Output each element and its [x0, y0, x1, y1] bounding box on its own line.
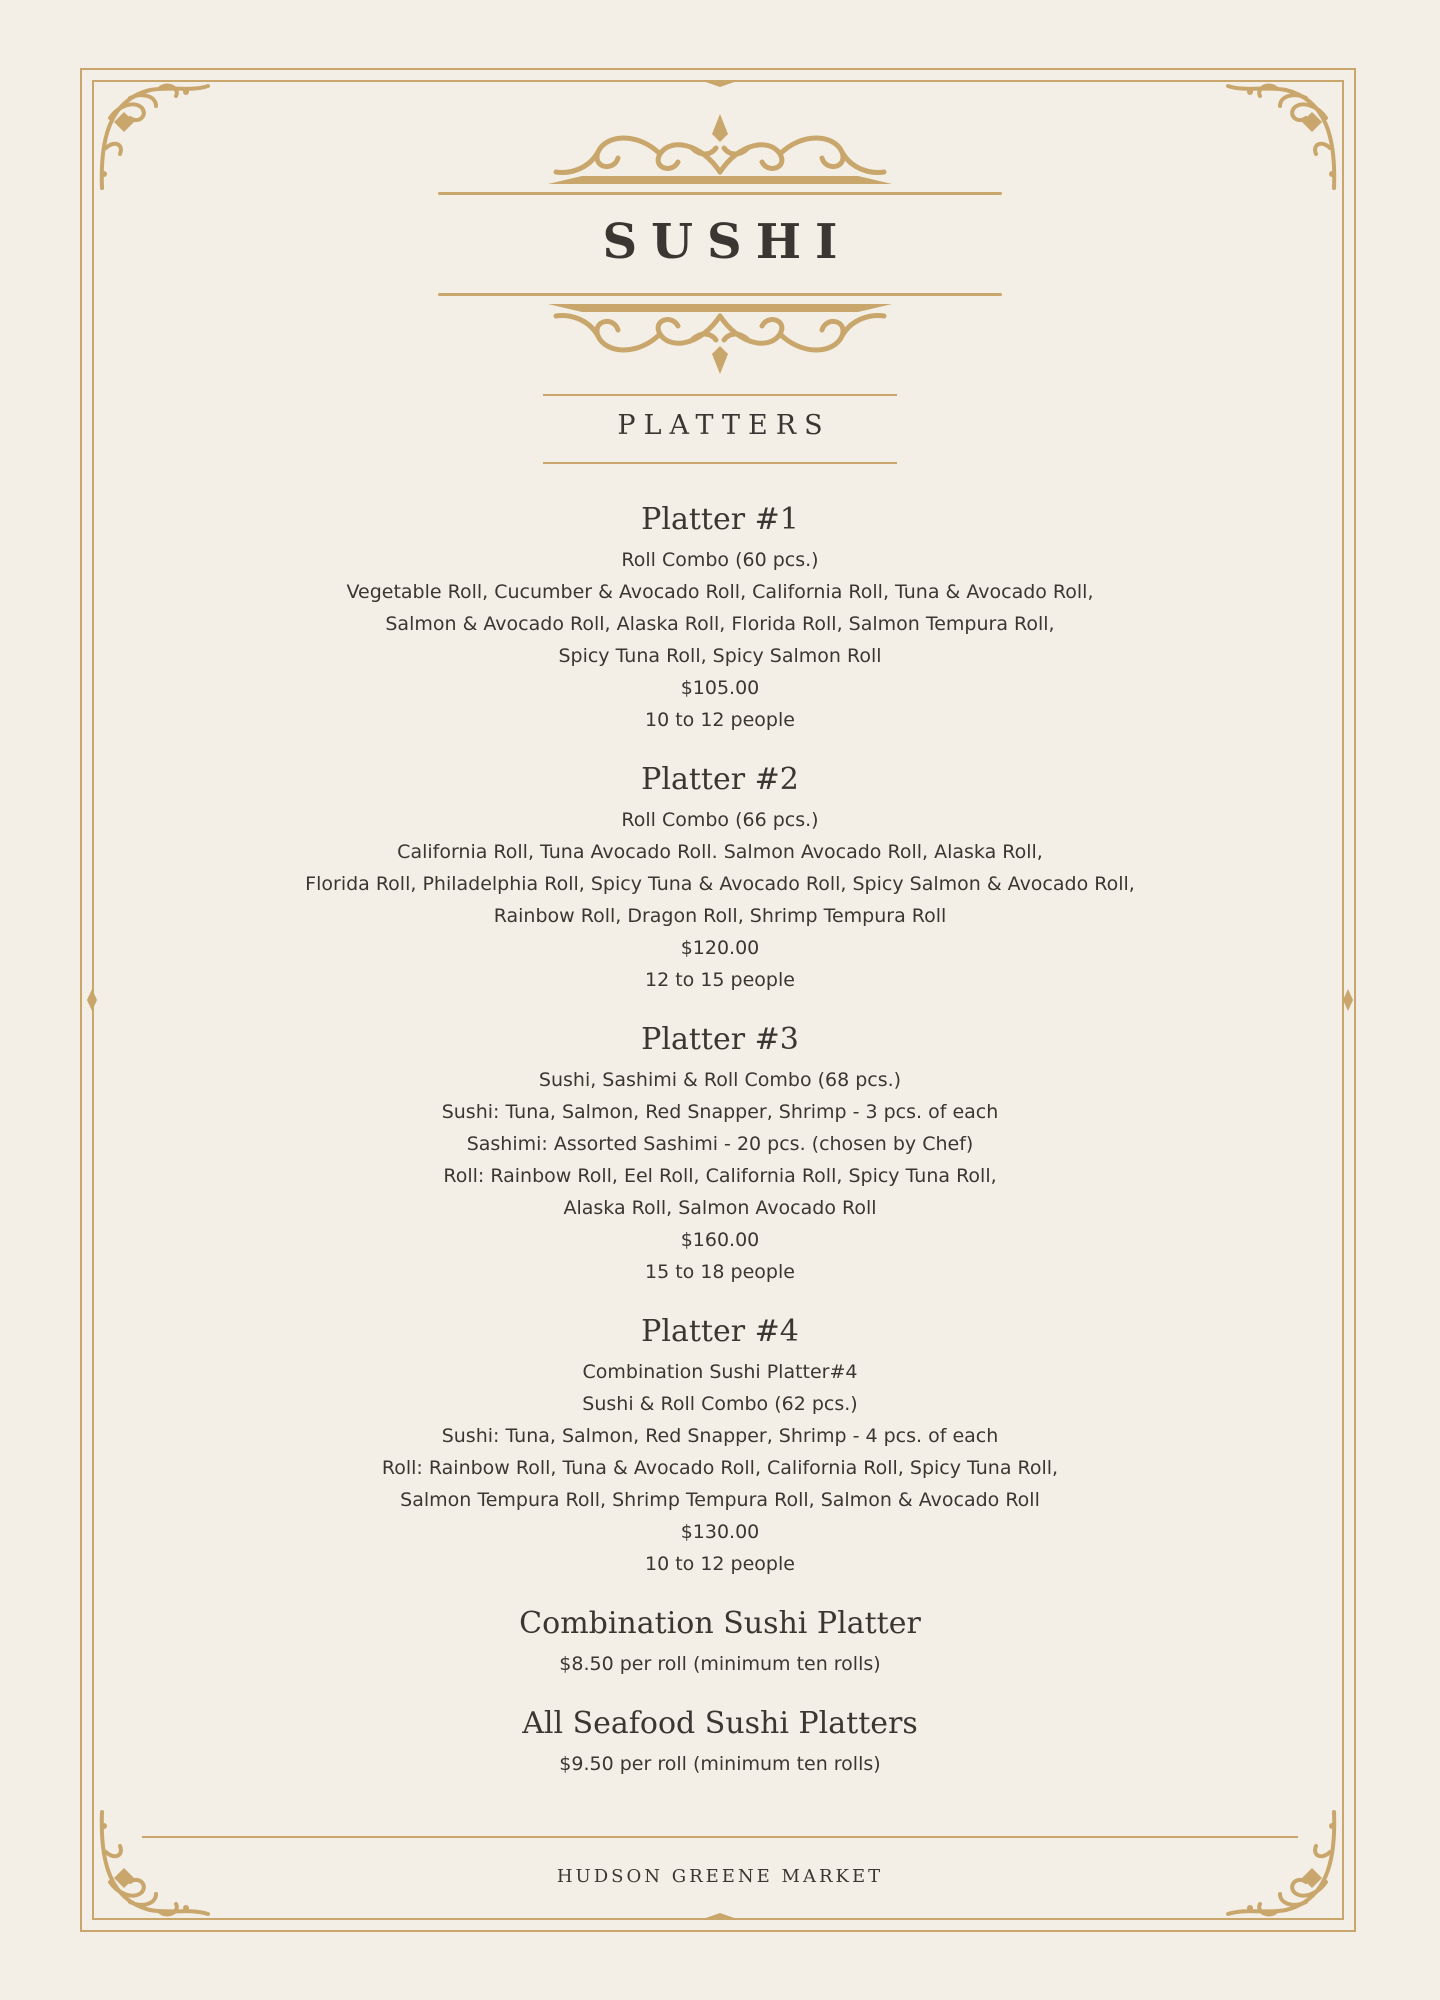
- platter-item: [0, 496, 1440, 736]
- header-ornament-top: [438, 112, 1002, 198]
- platter-name: Platter #1: [641, 502, 799, 537]
- platter-serves: 12 to 15 people: [645, 969, 795, 991]
- platter-description: Spicy Tuna Roll, Spicy Salmon Roll: [558, 645, 882, 667]
- platter-price: $160.00: [680, 1229, 760, 1251]
- special-name: Combination Sushi Platter: [519, 1606, 921, 1641]
- special-item: [0, 1700, 1440, 1780]
- platter-description: Alaska Roll, Salmon Avocado Roll: [563, 1197, 877, 1219]
- platter-description: Rainbow Roll, Dragon Roll, Shrimp Tempura Roll: [493, 905, 947, 927]
- platter-description: Salmon & Avocado Roll, Alaska Roll, Florida Roll, Salmon Tempura Roll,: [385, 613, 1055, 635]
- platter-price: $120.00: [680, 937, 760, 959]
- platter-item: [0, 1016, 1440, 1288]
- platter-description: Vegetable Roll, Cucumber & Avocado Roll, California Roll, Tuna & Avocado Roll,: [346, 581, 1094, 603]
- platter-name: Platter #2: [641, 762, 799, 797]
- menu-list: [0, 496, 1440, 1800]
- platter-description: Roll Combo (60 pcs.): [621, 549, 819, 571]
- platter-description: Combination Sushi Platter#4: [582, 1361, 858, 1383]
- header-ornament-bottom: [438, 290, 1002, 376]
- corner-flourish-top-left: [90, 78, 210, 198]
- platter-price: $130.00: [680, 1521, 760, 1543]
- subtitle-rule-bottom: [543, 462, 897, 464]
- special-item: [0, 1600, 1440, 1680]
- special-price: $8.50 per roll (minimum ten rolls): [559, 1653, 881, 1675]
- menu-title: SUSHI: [602, 214, 852, 270]
- platter-name: Platter #4: [641, 1314, 799, 1349]
- platter-serves: 10 to 12 people: [645, 709, 795, 731]
- subtitle-rule-top: [543, 394, 897, 396]
- platter-description: Salmon Tempura Roll, Shrimp Tempura Roll, Salmon & Avocado Roll: [400, 1489, 1040, 1511]
- corner-flourish-top-right: [1226, 78, 1346, 198]
- section-subtitle: PLATTERS: [617, 410, 831, 441]
- platter-price: $105.00: [680, 677, 760, 699]
- platter-description: Roll: Rainbow Roll, Tuna & Avocado Roll, California Roll, Spicy Tuna Roll,: [381, 1457, 1059, 1479]
- platter-description: Sushi, Sashimi & Roll Combo (68 pcs.): [538, 1069, 902, 1091]
- platter-serves: 15 to 18 people: [645, 1261, 795, 1283]
- platter-description: California Roll, Tuna Avocado Roll. Salmon Avocado Roll, Alaska Roll,: [397, 841, 1043, 863]
- platter-description: Sushi: Tuna, Salmon, Red Snapper, Shrimp - 4 pcs. of each: [441, 1425, 999, 1447]
- platter-description: Roll Combo (66 pcs.): [621, 809, 819, 831]
- corner-flourish-bottom-left: [90, 1802, 210, 1922]
- footer-store-name: HUDSON GREENE MARKET: [556, 1866, 884, 1887]
- special-name: All Seafood Sushi Platters: [522, 1706, 918, 1741]
- special-price: $9.50 per roll (minimum ten rolls): [559, 1753, 881, 1775]
- platter-description: Roll: Rainbow Roll, Eel Roll, California Roll, Spicy Tuna Roll,: [443, 1165, 997, 1187]
- platter-name: Platter #3: [641, 1022, 799, 1057]
- platter-serves: 10 to 12 people: [645, 1553, 795, 1575]
- platter-description: Florida Roll, Philadelphia Roll, Spicy Tuna & Avocado Roll, Spicy Salmon & Avocado Roll,: [305, 873, 1135, 895]
- platter-description: Sashimi: Assorted Sashimi - 20 pcs. (chosen by Chef): [466, 1133, 974, 1155]
- top-notch-ornament: [700, 78, 740, 88]
- corner-flourish-bottom-right: [1226, 1802, 1346, 1922]
- platter-description: Sushi: Tuna, Salmon, Red Snapper, Shrimp - 3 pcs. of each: [441, 1101, 999, 1123]
- bottom-notch-ornament: [700, 1912, 740, 1922]
- platter-description: Sushi & Roll Combo (62 pcs.): [582, 1393, 858, 1415]
- platter-item: [0, 1308, 1440, 1580]
- platter-item: [0, 756, 1440, 996]
- footer-rule: [142, 1836, 1298, 1838]
